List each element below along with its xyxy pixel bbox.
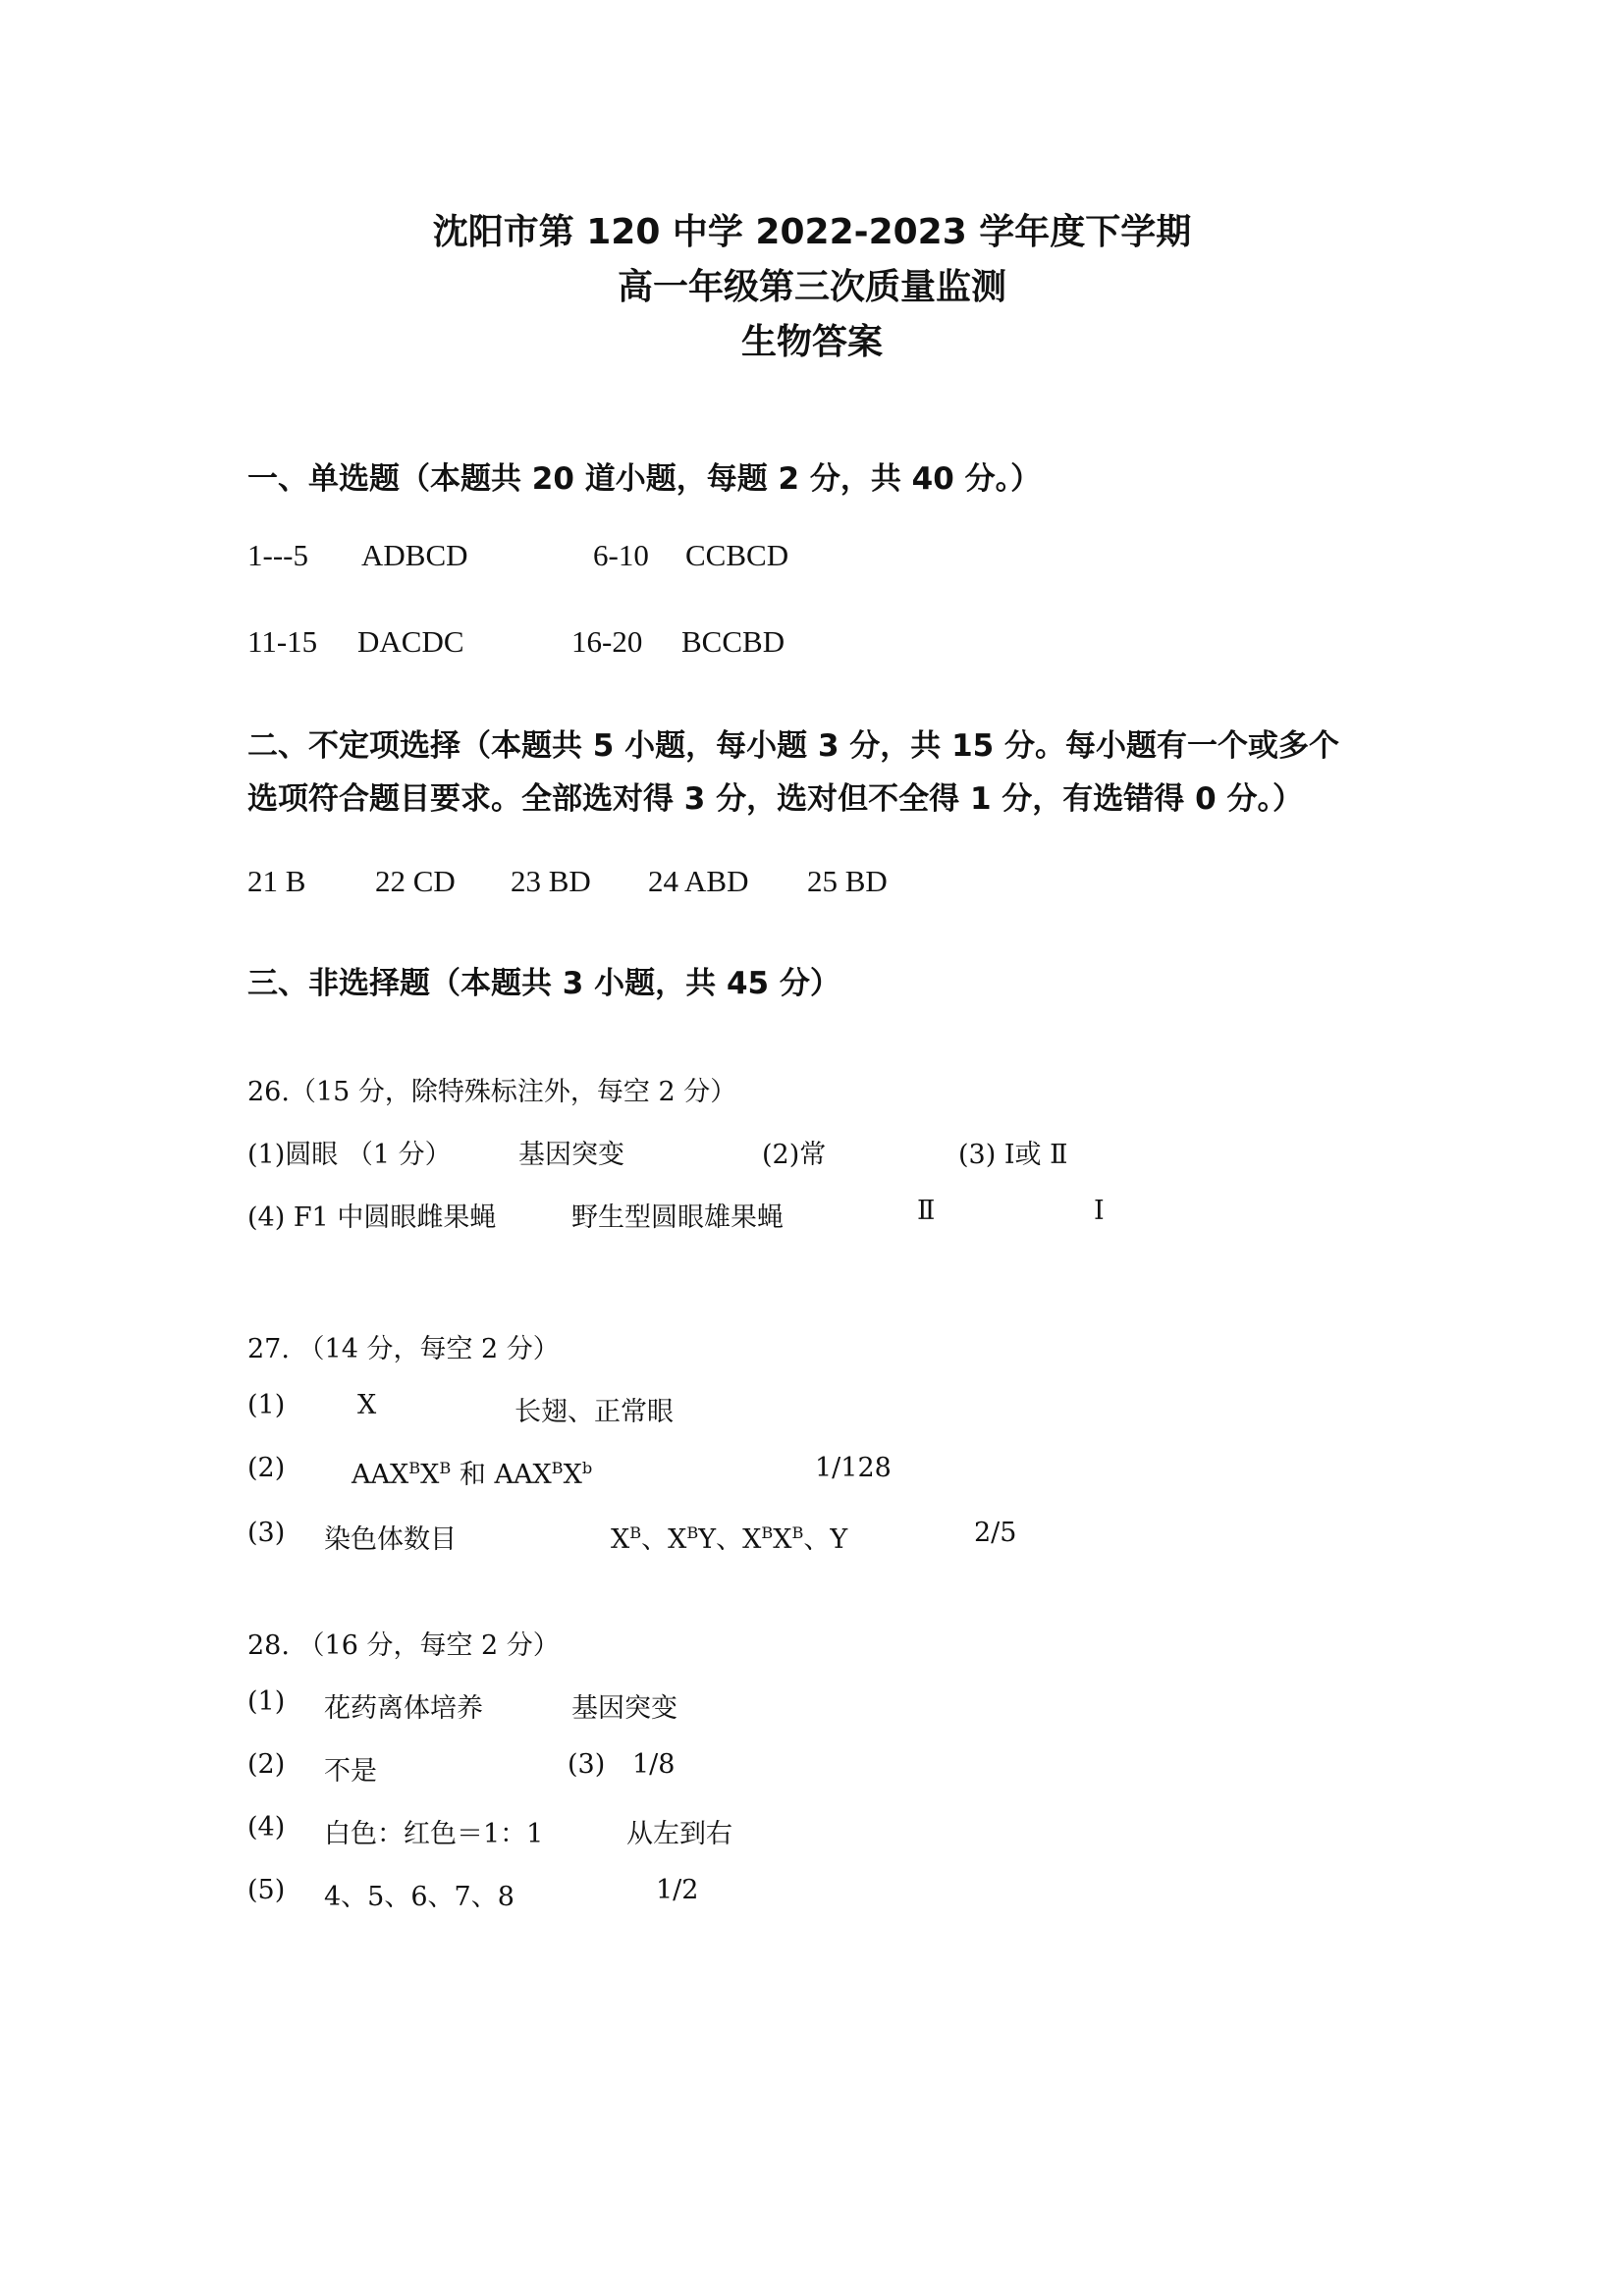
question-number: (3) (247, 1518, 286, 1548)
answer-string: BCCBD (681, 624, 785, 659)
answer-item: 23 BD (511, 864, 591, 898)
question-number: (1) (247, 1686, 286, 1717)
answer-string: ADBCD (361, 538, 468, 572)
range-label: 11-15 (247, 624, 318, 659)
question-number: (5) (247, 1875, 286, 1905)
answer-item: 25 BD (807, 864, 888, 898)
section2-heading-line2: 选项符合题目要求。全部选对得 3 分，选对但不全得 1 分，有选错得 0 分。） (247, 781, 1303, 817)
answer-item: (4) F1 中圆眼雌果蝇 (247, 1202, 497, 1233)
answer-item: 1/2 (656, 1875, 699, 1905)
answer-item: 基因突变 (571, 1693, 677, 1724)
answer-item: Ⅱ (917, 1196, 936, 1226)
answer-item: 花药离体培养 (324, 1693, 483, 1724)
range-label: 1---5 (247, 538, 308, 572)
title-subject: 生物答案 (740, 322, 883, 362)
section1-heading: 一、单选题（本题共 20 道小题，每题 2 分，共 40 分。） (247, 461, 1042, 497)
answer-item: 从左到右 (626, 1819, 732, 1849)
range-label: 6-10 (593, 538, 649, 572)
answer-item: 4、5、6、7、8 (324, 1882, 514, 1912)
gamete-list: $X^B$、$X^BY$、$X^BX^B$、Y (611, 1523, 848, 1555)
answer-item: 1/128 (815, 1453, 892, 1483)
question-number: (4) (247, 1812, 286, 1842)
answer-item: X (357, 1390, 377, 1420)
answer-string: CCBCD (685, 538, 789, 572)
answer-item: 21 B (247, 864, 306, 898)
range-label: 16-20 (571, 624, 643, 659)
answer-string: DACDC (357, 624, 464, 659)
answer-item: 22 CD (375, 864, 456, 898)
answer-item: Ⅰ (1094, 1196, 1105, 1226)
answer-item: 长翅、正常眼 (514, 1397, 674, 1427)
question-number: (2) (247, 1453, 286, 1483)
answer-item: 24 ABD (648, 864, 749, 898)
question-number: (2) (247, 1749, 286, 1780)
answer-item: 2/5 (974, 1518, 1017, 1548)
answer-item: (1)圆眼 （1 分） (247, 1140, 452, 1170)
question-number: (3) (568, 1749, 606, 1780)
answer-item: 白色：红色＝1：1 (324, 1819, 544, 1849)
answer-item: 1/8 (632, 1749, 676, 1780)
section2-heading-line1: 二、不定项选择（本题共 5 小题，每小题 3 分，共 15 分。每小题有一个或多个 (247, 728, 1340, 764)
question-number: (1) (247, 1390, 286, 1420)
genotype-formula: $AAX^BX^B$ 和 $AAX^BX^b$ (352, 1459, 593, 1490)
q28-title: 28. （16 分，每空 2 分） (247, 1630, 560, 1661)
answer-item: 野生型圆眼雄果蝇 (571, 1202, 784, 1233)
q27-title: 27. （14 分，每空 2 分） (247, 1334, 560, 1364)
title-school-term: 沈阳市第 120 中学 2022-2023 学年度下学期 (432, 212, 1192, 252)
answer-item: 不是 (324, 1756, 377, 1787)
q26-title: 26.（15 分，除特殊标注外，每空 2 分） (247, 1077, 737, 1107)
conjunction: 和 (459, 1460, 486, 1490)
answer-item: (3) Ⅰ或 Ⅱ (958, 1140, 1068, 1170)
answer-item: 基因突变 (518, 1140, 624, 1170)
title-exam: 高一年级第三次质量监测 (617, 267, 1006, 307)
section3-heading: 三、非选择题（本题共 3 小题，共 45 分） (247, 966, 840, 1001)
answer-item: (2)常 (762, 1140, 827, 1170)
answer-item: 染色体数目 (324, 1524, 457, 1555)
